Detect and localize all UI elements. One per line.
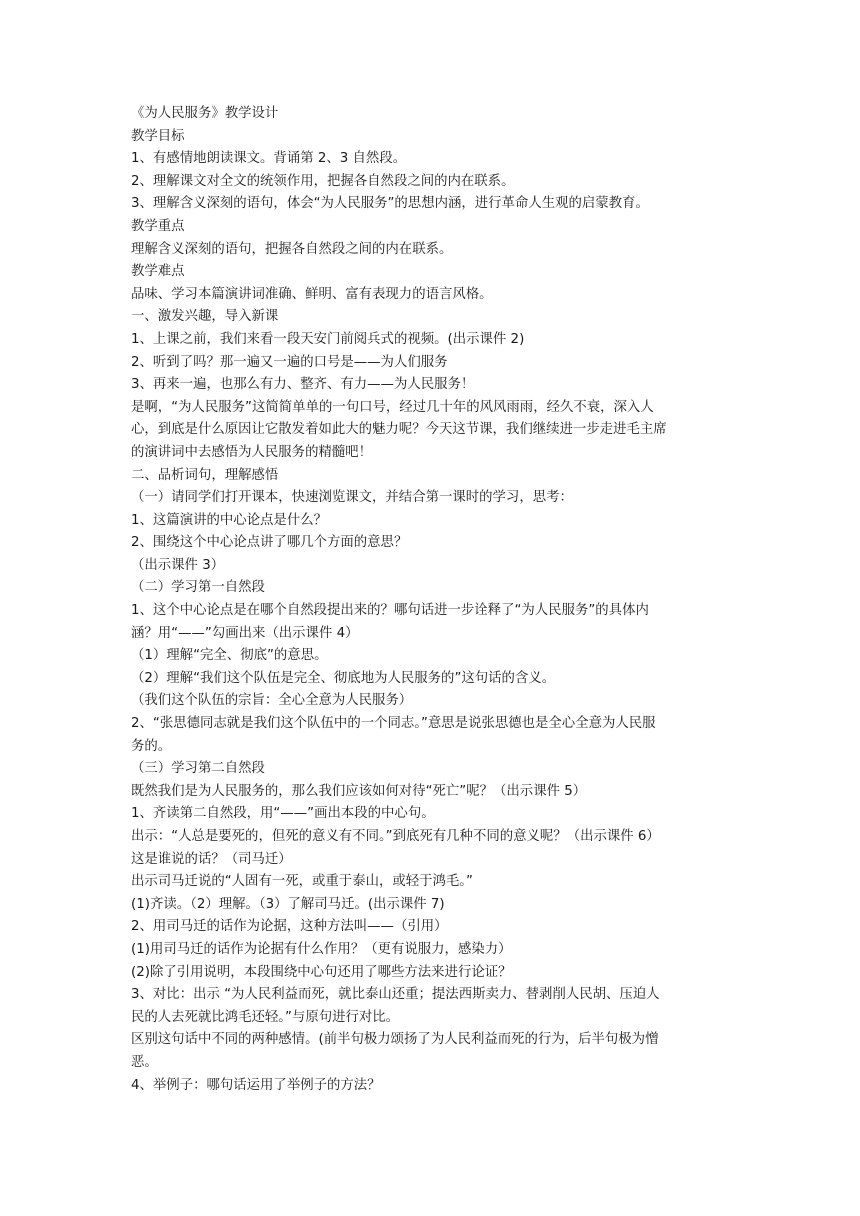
section-heading: 二、品析词句，理解感悟 [131,467,279,483]
text-line: 1、这篇演讲的中心论点是什么？ [131,512,327,528]
text-line: 出示：“人总是要死的，但死的意义有不同。”到底死有几种不同的意义呢？（出示课件 6） [131,829,660,844]
section-heading-difficulties: 教学难点 [131,264,185,280]
text-line: 既然我们是为人民服务的，那么我们应该如何对待“死亡”呢？（出示课件 5） [131,783,587,799]
text-line: 3、再来一遍，也那么有力、整齐、有力——为人民服务！ [131,377,475,393]
text-line: (2)除了引用说明，本段围绕中心句还用了哪些方法来进行论证？ [131,964,512,980]
text-line: 1、齐读第二自然段，用“——”画出本段的中心句。 [131,806,435,822]
section-heading-objectives: 教学目标 [131,128,185,144]
text-line: 务的。 [131,738,172,754]
objective-item: 3、理解含义深刻的语句，体会“为人民服务”的思想内涵，进行革命人生观的启蒙教育。 [131,196,649,212]
subsection-heading: （三）学习第二自然段 [131,761,265,777]
subsection-heading: （二）学习第一自然段 [131,580,265,596]
text-line: (1)用司马迁的话作为论据有什么作用？（更有说服力，感染力） [131,941,512,957]
text-line: 2、“张思德同志就是我们这个队伍中的一个同志。”意思是说张思德也是全心全意为人民服 [131,716,656,732]
text-line: 心，到底是什么原因让它散发着如此大的魅力呢？今天这节课，我们继续进一步走进毛主席 [131,422,667,438]
text-line: （1）理解“完全、彻底”的意思。 [131,648,328,664]
text-line: 出示司马迁说的“人固有一死，或重于泰山，或轻于鸿毛。” [131,874,473,890]
document-page [131,103,735,1097]
text-line: 恶。 [131,1054,158,1070]
text-line: 品味、学习本篇演讲词准确、鲜明、富有表现力的语言风格。 [131,286,493,302]
text-line: 的演讲词中去感悟为人民服务的精髓吧！ [131,444,373,460]
text-line: （出示课件 3） [131,557,225,573]
text-line: （一）请同学们打开课本，快速浏览课文，并结合第一课时的学习，思考： [131,490,573,506]
text-line: 1、这个中心论点是在哪个自然段提出来的？哪句话进一步诠释了“为人民服务”的具体内 [131,603,649,619]
text-line: 这是谁说的话？（司马迁） [131,851,292,867]
objective-item: 2、理解课文对全文的统领作用，把握各自然段之间的内在联系。 [131,173,515,189]
section-heading-key-points: 教学重点 [131,218,185,234]
text-line: （2）理解“我们这个队伍是完全、彻底地为人民服务的”这句话的含义。 [131,670,556,686]
text-line: (1)齐读。（2）理解。（3）了解司马迁。(出示课件 7) [131,896,445,912]
text-line: 2、围绕这个中心论点讲了哪几个方面的意思？ [131,535,408,551]
text-line: 区别这句话中不同的两种感情。(前半句极力颂扬了为人民利益而死的行为，后半句极为憎 [131,1032,659,1048]
text-line: 涵？用“——”勾画出来（出示课件 4） [131,625,359,641]
section-heading: 一、激发兴趣，导入新课 [131,309,279,325]
text-line: 2、用司马迁的话作为论据，这种方法叫——（引用） [131,919,448,935]
text-line: 4、举例子：哪句话运用了举例子的方法？ [131,1077,381,1093]
text-line: 2、听到了吗？那一遍又一遍的口号是——为人们服务 [131,354,448,370]
text-line: 1、上课之前，我们来看一段天安门前阅兵式的视频。(出示课件 2) [131,331,525,347]
objective-item: 1、有感情地朗读课文。背诵第 2、3 自然段。 [131,151,407,167]
text-line: 3、对比：出示 “为人民利益而死，就比泰山还重；提法西斯卖力、替剥削人民胡、压迫人 [131,987,660,1003]
text-line: 民的人去死就比鸿毛还轻。”与原句进行对比。 [131,1009,400,1025]
text-line: 理解含义深刻的语句，把握各自然段之间的内在联系。 [131,241,453,257]
doc-title: 《为人民服务》教学设计 [131,106,279,121]
text-line: 是啊，“为人民服务”这简简单单的一句口号，经过几十年的风风雨雨，经久不衰，深入人 [131,399,654,415]
text-line: （我们这个队伍的宗旨：全心全意为人民服务） [131,693,413,709]
